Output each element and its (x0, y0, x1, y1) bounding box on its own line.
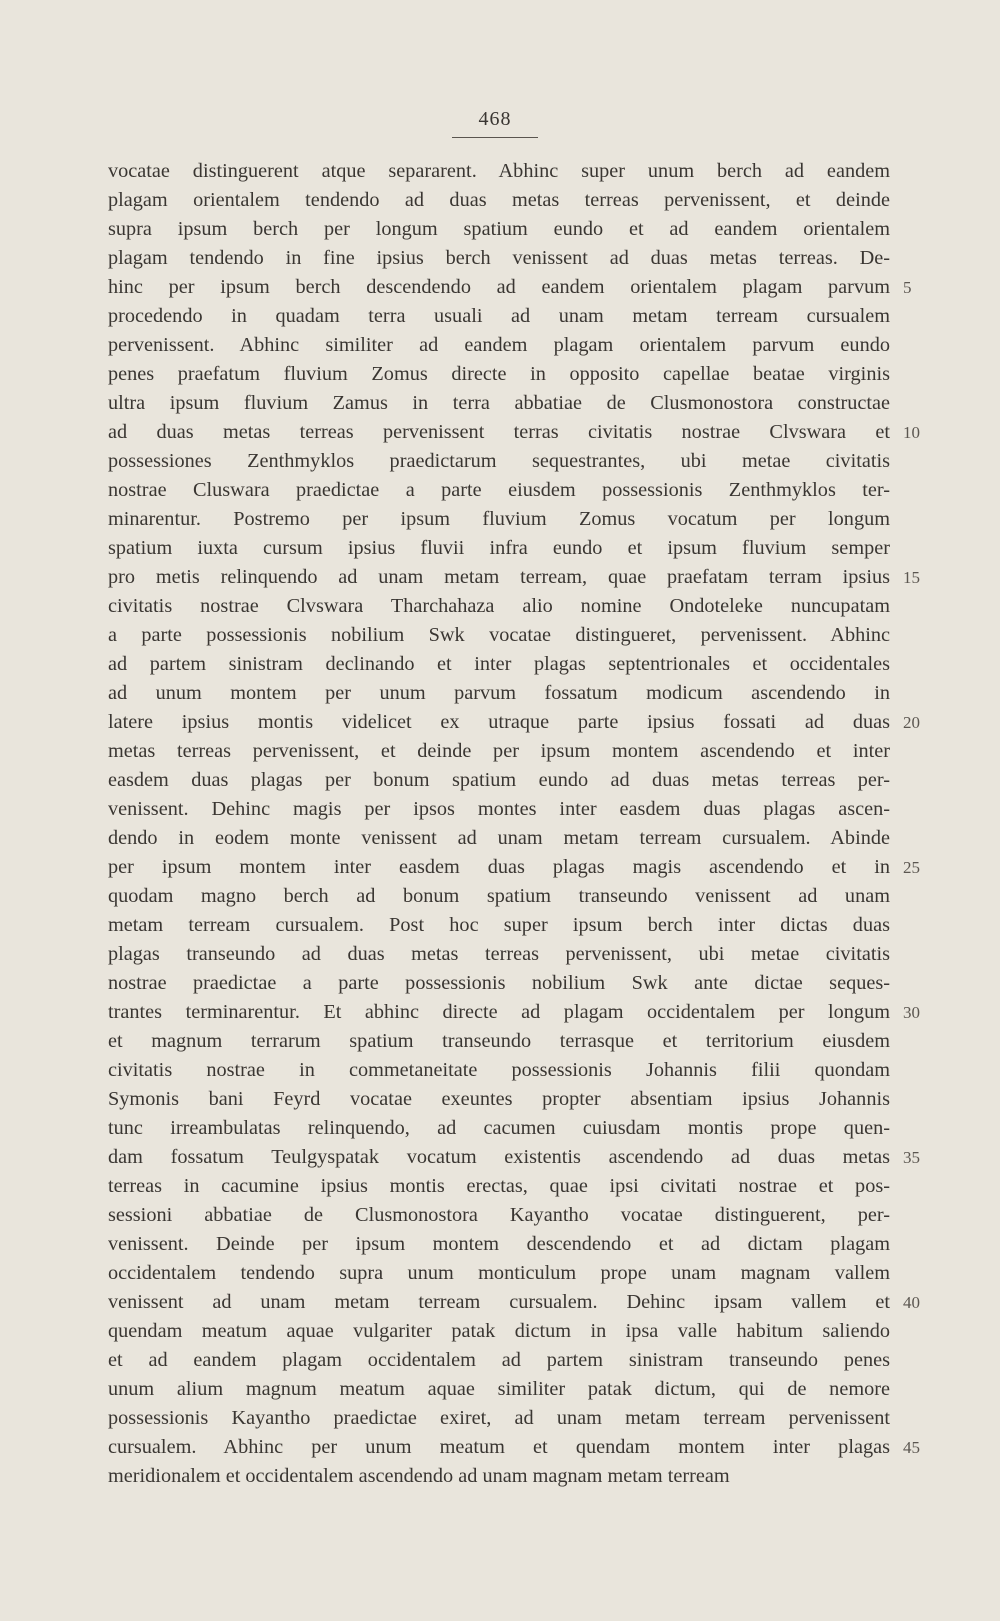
text-line: occidentalem tendendo supra unum monticulum prope unam magnam vallem (108, 1262, 890, 1284)
text-line: quodam magno berch ad bonum spatium transeundo venissent ad unam (108, 885, 890, 907)
text-line: venissent. Deinde per ipsum montem descendendo et ad dictam plagam (108, 1233, 890, 1255)
text-body (108, 157, 890, 1491)
line-number: 40 (903, 1293, 920, 1312)
line-number: 30 (903, 1003, 920, 1022)
text-line: civitatis nostrae Clvswara Tharchahaza alio nomine Ondoteleke nuncupatam (108, 595, 890, 617)
text-line: hinc per ipsum berch descendendo ad eandem orientalem plagam parvum (108, 276, 890, 298)
text-line: minarentur. Postremo per ipsum fluvium Zomus vocatum per longum (108, 508, 890, 530)
line-number: 35 (903, 1148, 920, 1167)
text-line: dam fossatum Teulgyspatak vocatum existentis ascendendo ad duas metas (108, 1146, 890, 1168)
line-number: 15 (903, 568, 920, 587)
text-line: possessiones Zenthmyklos praedictarum sequestrantes, ubi metae civitatis (108, 450, 890, 472)
text-line: metam terream cursualem. Post hoc super ipsum berch inter dictas duas (108, 914, 890, 936)
line-number: 20 (903, 713, 920, 732)
line-number: 45 (903, 1438, 920, 1457)
text-line: a parte possessionis nobilium Swk vocatae distingueret, pervenissent. Abhinc (108, 624, 890, 646)
text-line: supra ipsum berch per longum spatium eundo et ad eandem orientalem (108, 218, 890, 240)
text-line: tunc irreambulatas relinquendo, ad cacumen cuiusdam montis prope quen- (108, 1117, 890, 1139)
text-line: quendam meatum aquae vulgariter patak dictum in ipsa valle habitum saliendo (108, 1320, 890, 1342)
text-line: meridionalem et occidentalem ascendendo ad unam magnam metam terream (108, 1465, 730, 1487)
text-line: plagam orientalem tendendo ad duas metas terreas pervenissent, et deinde (108, 189, 890, 211)
text-line: et magnum terrarum spatium transeundo terrasque et territorium eiusdem (108, 1030, 890, 1052)
text-line: pro metis relinquendo ad unam metam terream, quae praefatam terram ipsius (108, 566, 890, 588)
text-line: metas terreas pervenissent, et deinde per ipsum montem ascendendo et inter (108, 740, 890, 762)
text-line: unum alium magnum meatum aquae similiter patak dictum, qui de nemore (108, 1378, 890, 1400)
text-line: terreas in cacumine ipsius montis erectas, quae ipsi civitati nostrae et pos- (108, 1175, 890, 1197)
text-line: penes praefatum fluvium Zomus directe in opposito capellae beatae virginis (108, 363, 890, 385)
text-line: venissent ad unam metam terream cursualem. Dehinc ipsam vallem et (108, 1291, 890, 1313)
text-line: ad duas metas terreas pervenissent terras civitatis nostrae Clvswara et (108, 421, 890, 443)
page-number: 468 (478, 108, 512, 130)
text-line: ad unum montem per unum parvum fossatum modicum ascendendo in (108, 682, 890, 704)
text-line: easdem duas plagas per bonum spatium eundo ad duas metas terreas per- (108, 769, 890, 791)
text-line: spatium iuxta cursum ipsius fluvii infra eundo et ipsum fluvium semper (108, 537, 890, 559)
text-line: pervenissent. Abhinc similiter ad eandem plagam orientalem parvum eundo (108, 334, 890, 356)
text-line: et ad eandem plagam occidentalem ad partem sinistram transeundo penes (108, 1349, 890, 1371)
text-line: procedendo in quadam terra usuali ad unam metam terream cursualem (108, 305, 890, 327)
text-line: venissent. Dehinc magis per ipsos montes inter easdem duas plagas ascen- (108, 798, 890, 820)
text-line: plagam tendendo in fine ipsius berch venissent ad duas metas terreas. De- (108, 247, 890, 269)
line-number: 10 (903, 423, 920, 442)
line-number: 25 (903, 858, 920, 877)
text-line: per ipsum montem inter easdem duas plagas magis ascendendo et in (108, 856, 890, 878)
text-line: trantes terminarentur. Et abhinc directe ad plagam occidentalem per longum (108, 1001, 890, 1023)
text-line: Symonis bani Feyrd vocatae exeuntes propter absentiam ipsius Johannis (108, 1088, 890, 1110)
text-line: ad partem sinistram declinando et inter plagas septentrionales et occidentales (108, 653, 890, 675)
text-line: vocatae distinguerent atque separarent. Abhinc super unum berch ad eandem (108, 160, 890, 182)
line-number: 5 (903, 278, 912, 297)
text-line: nostrae praedictae a parte possessionis nobilium Swk ante dictae seques- (108, 972, 890, 994)
text-line: possessionis Kayantho praedictae exiret, ad unam metam terream pervenissent (108, 1407, 890, 1429)
text-line: latere ipsius montis videlicet ex utraque parte ipsius fossati ad duas (108, 711, 890, 733)
text-line: ultra ipsum fluvium Zamus in terra abbatiae de Clusmonostora constructae (108, 392, 890, 414)
text-line: dendo in eodem monte venissent ad unam metam terream cursualem. Abinde (108, 827, 890, 849)
text-line: nostrae Cluswara praedictae a parte eiusdem possessionis Zenthmyklos ter- (108, 479, 890, 501)
page-number-rule (452, 137, 538, 138)
text-line: civitatis nostrae in commetaneitate possessionis Johannis filii quondam (108, 1059, 890, 1081)
text-line: cursualem. Abhinc per unum meatum et quendam montem inter plagas (108, 1436, 890, 1458)
text-line: plagas transeundo ad duas metas terreas pervenissent, ubi metae civitatis (108, 943, 890, 965)
text-line: sessioni abbatiae de Clusmonostora Kayantho vocatae distinguerent, per- (108, 1204, 890, 1226)
